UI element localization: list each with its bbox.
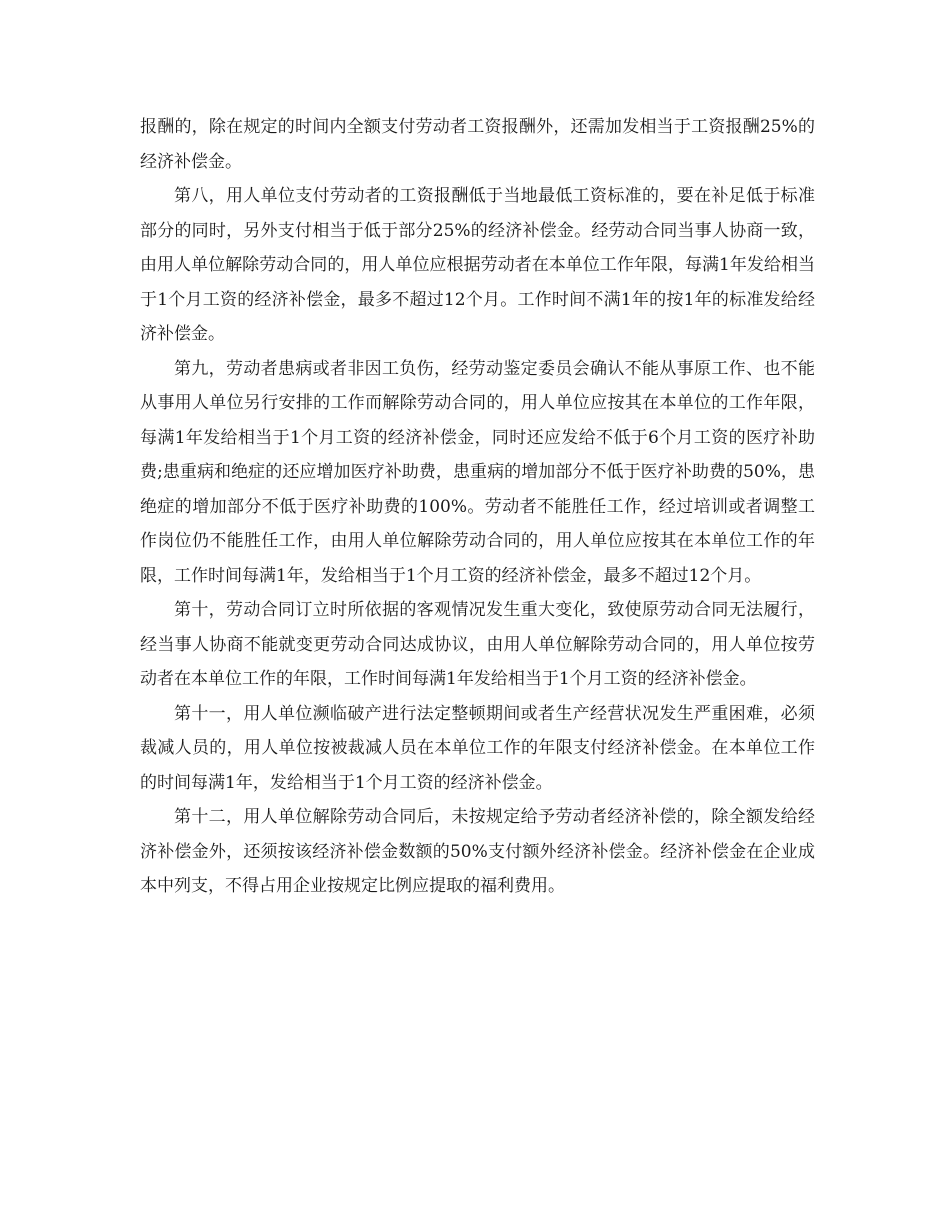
paragraph-article-10: 第十，劳动合同订立时所依据的客观情况发生重大变化，致使原劳动合同无法履行，经当事人协商不能就变更劳动合同达成协议，由用人单位解除劳动合同的，用人单位按劳动者在本单位工作的年限，工作时间每满1年发给相当于1个月工资的经济补偿金。 bbox=[140, 600, 815, 689]
paragraph-article-12: 第十二，用人单位解除劳动合同后，未按规定给予劳动者经济补偿的，除全额发给经济补偿金外，还须按该经济补偿金数额的50%支付额外经济补偿金。经济补偿金在企业成本中列支，不得占用企业按规定比例应提取的福利费用。 bbox=[140, 807, 815, 896]
paragraph-article-9: 第九，劳动者患病或者非因工负伤，经劳动鉴定委员会确认不能从事原工作、也不能从事用人单位另行安排的工作而解除劳动合同的，用人单位应按其在本单位的工作年限，每满1年发给相当于1个月工资的经济补偿金，同时还应发给不低于6个月工资的医疗补助费;患重病和绝症的还应增加医疗补助费，患重病的增加部分不低于医疗补助费的50%，患绝症的增加部分不低于医疗补助费的100%。劳动者不能胜任工作，经过培训或者调整工作岗位仍不能胜任工作，由用人单位解除劳动合同的，用人单位应按其在本单位工作的年限，工作时间每满1年，发给相当于1个月工资的经济补偿金，最多不超过12个月。 bbox=[140, 358, 815, 586]
paragraph-article-11: 第十一，用人单位濒临破产进行法定整顿期间或者生产经营状况发生严重困难，必须裁减人员的，用人单位按被裁减人员在本单位工作的年限支付经济补偿金。在本单位工作的时间每满1年，发给相当于1个月工资的经济补偿金。 bbox=[140, 703, 815, 793]
paragraph-article-8: 第八，用人单位支付劳动者的工资报酬低于当地最低工资标准的，要在补足低于标准部分的同时，另外支付相当于低于部分25%的经济补偿金。经劳动合同当事人协商一致，由用人单位解除劳动合同的，用人单位应根据劳动者在本单位工作年限，每满1年发给相当于1个月工资的经济补偿金，最多不超过12个月。工作时间不满1年的按1年的标准发给经济补偿金。 bbox=[140, 186, 815, 344]
document-body bbox=[140, 110, 815, 904]
paragraph-continuation: 报酬的，除在规定的时间内全额支付劳动者工资报酬外，还需加发相当于工资报酬25%的经济补偿金。 bbox=[140, 117, 815, 172]
